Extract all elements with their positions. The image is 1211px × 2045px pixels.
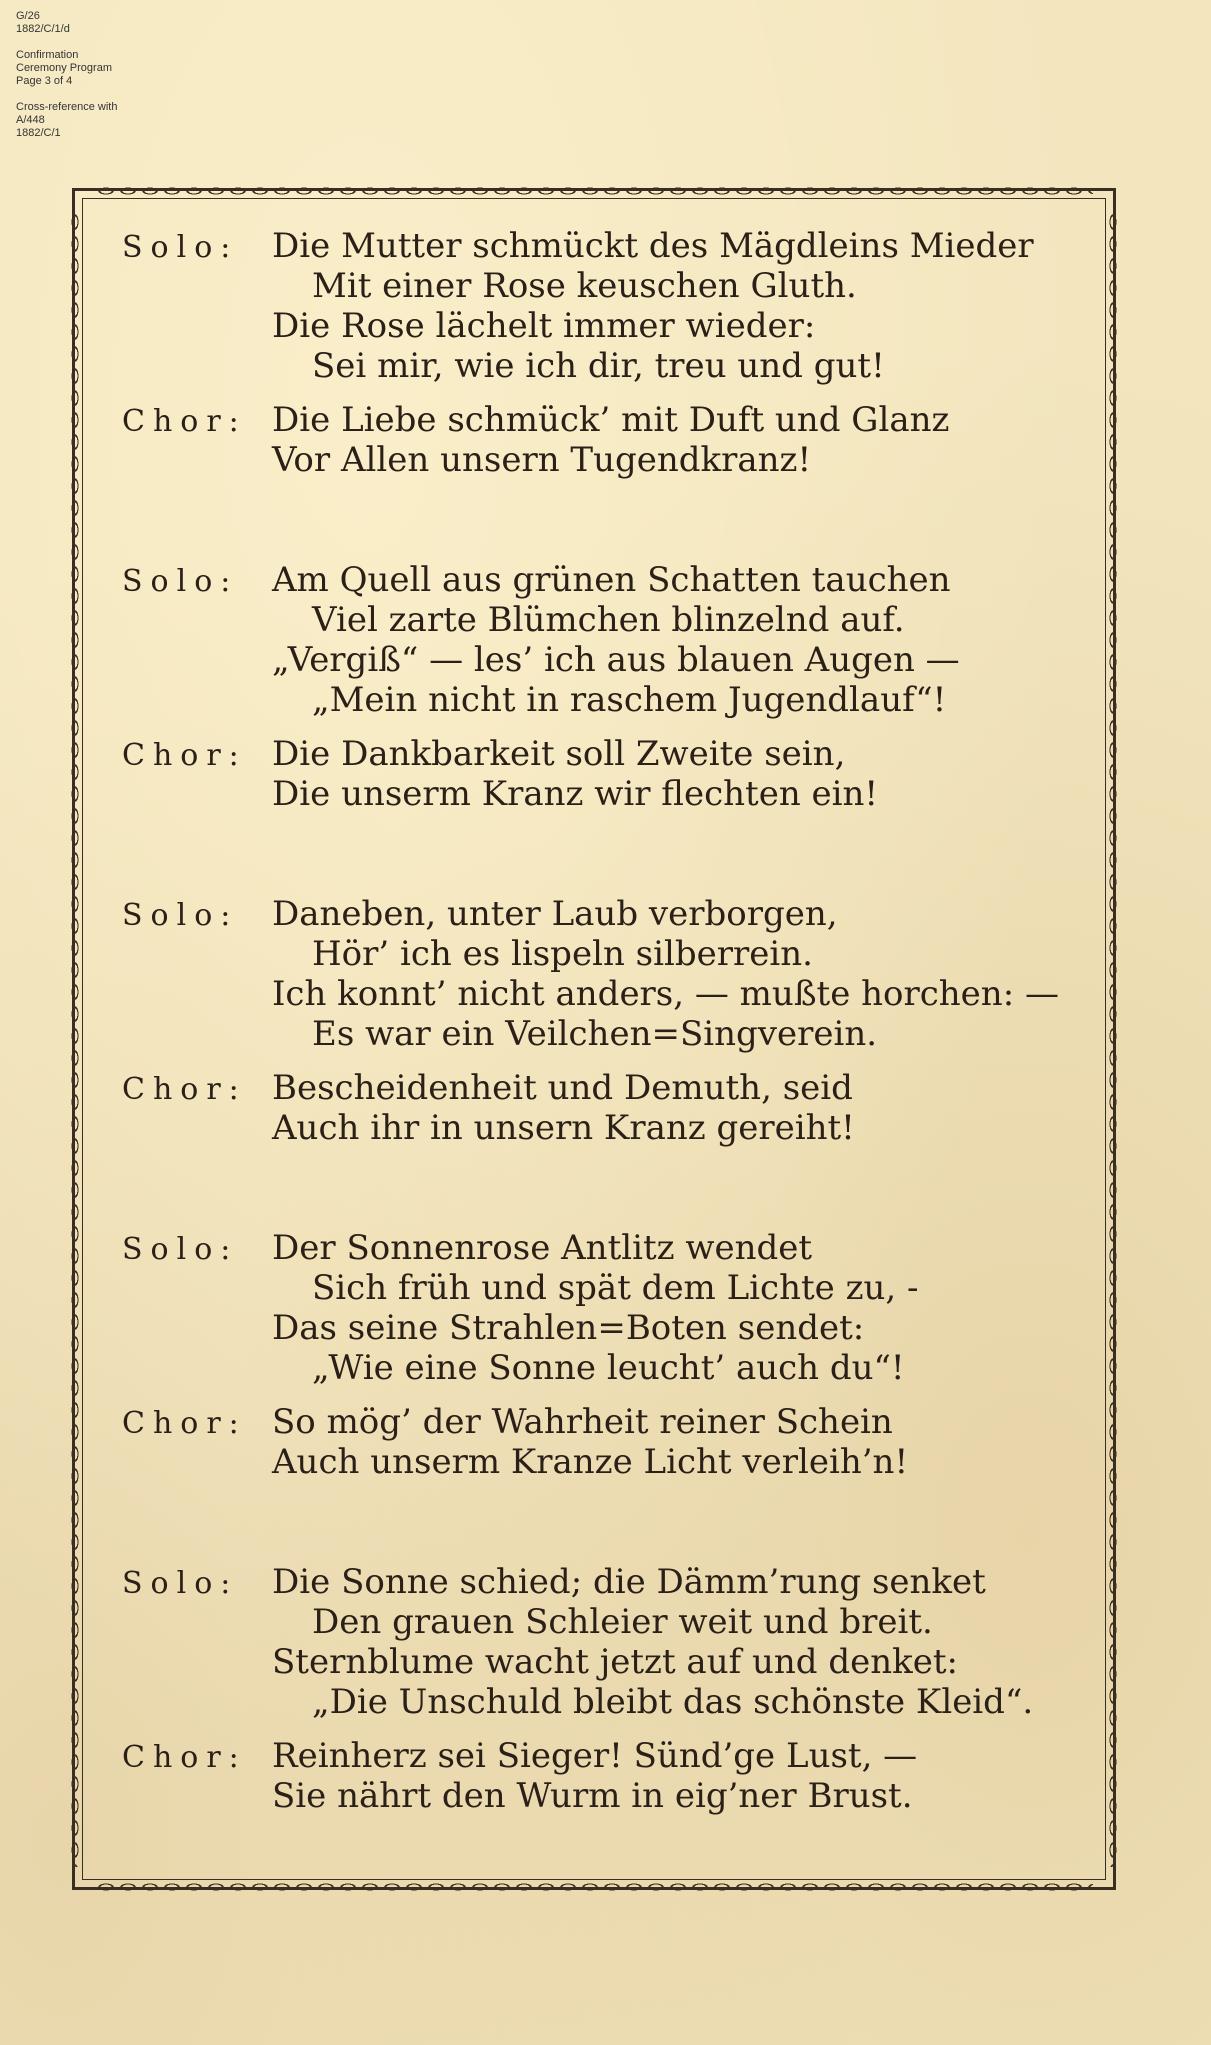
chain-border-right xyxy=(1107,211,1119,1867)
verse-line: Vor Allen unsern Tugendkranz! xyxy=(272,440,812,480)
chain-border-top xyxy=(95,185,1093,197)
verse-line: Die Rose lächelt immer wieder: xyxy=(272,306,816,346)
verse-line: Daneben, unter Laub verborgen, xyxy=(272,894,838,934)
verse-line: Sei mir, wie ich dir, treu und gut! xyxy=(312,346,885,386)
chain-border-bottom xyxy=(95,1881,1093,1893)
solo-stanza xyxy=(122,1228,1062,1388)
solo-stanza xyxy=(122,1562,1062,1722)
archive-reference-note xyxy=(16,10,117,140)
archive-crossref-label: Cross-reference with xyxy=(16,101,118,113)
verse-line: Es war ein Veilchen=Singverein. xyxy=(312,1014,878,1054)
verse-line: Mit einer Rose keuschen Gluth. xyxy=(312,266,857,306)
solo-stanza xyxy=(122,226,1062,386)
verse-line: Die Mutter schmückt des Mägdleins Mieder xyxy=(272,226,1034,266)
speaker-label: Chor: xyxy=(122,738,247,773)
chor-stanza xyxy=(122,1736,1062,1816)
verse-line: Sie nährt den Wurm in eig’ner Brust. xyxy=(272,1776,913,1816)
speaker-label: Solo: xyxy=(122,1232,239,1267)
archive-ref-sub: 1882/C/1/d xyxy=(16,23,70,35)
verse-line: Reinherz sei Sieger! Sünd’ge Lust, — xyxy=(272,1736,918,1776)
verse-line: Bescheidenheit und Demuth, seid xyxy=(272,1068,853,1108)
chor-stanza xyxy=(122,400,1062,480)
verse-line: Den grauen Schleier weit und breit. xyxy=(312,1602,933,1642)
chor-stanza xyxy=(122,1402,1062,1482)
speaker-label: Chor: xyxy=(122,1072,247,1107)
solo-stanza xyxy=(122,560,1062,720)
speaker-label: Solo: xyxy=(122,1566,239,1601)
verse-line: Auch unserm Kranze Licht verleih’n! xyxy=(272,1442,909,1482)
verse-line: Der Sonnenrose Antlitz wendet xyxy=(272,1228,813,1268)
verse-line: Die Liebe schmück’ mit Duft und Glanz xyxy=(272,400,950,440)
verse-line: Das seine Strahlen=Boten sendet: xyxy=(272,1308,865,1348)
speaker-label: Solo: xyxy=(122,898,239,933)
verse-line: „Die Unschuld bleibt das schönste Kleid“. xyxy=(312,1682,1034,1722)
speaker-label: Chor: xyxy=(122,1740,247,1775)
verse-line: Am Quell aus grünen Schatten tauchen xyxy=(272,560,951,600)
speaker-label: Solo: xyxy=(122,230,239,265)
verse-line: Viel zarte Blümchen blinzelnd auf. xyxy=(312,600,905,640)
verse-line: Sternblume wacht jetzt auf und denket: xyxy=(272,1642,958,1682)
archive-crossref-2: 1882/C/1 xyxy=(16,127,61,139)
archive-ref: G/26 xyxy=(16,10,40,22)
verse-line: „Wie eine Sonne leucht’ auch du“! xyxy=(312,1348,905,1388)
verse-line: Die unserm Kranz wir flechten ein! xyxy=(272,774,879,814)
verse-line: Hör’ ich es lispeln silberrein. xyxy=(312,934,813,974)
chor-stanza xyxy=(122,1068,1062,1148)
solo-stanza xyxy=(122,894,1062,1054)
archive-page: Page 3 of 4 xyxy=(16,75,73,87)
chor-stanza xyxy=(122,734,1062,814)
verse-line: Die Dankbarkeit soll Zweite sein, xyxy=(272,734,846,774)
verse-text xyxy=(122,226,1062,1816)
verse-line: Auch ihr in unsern Kranz gereiht! xyxy=(272,1108,855,1148)
chain-border-left xyxy=(69,211,81,1867)
speaker-label: Solo: xyxy=(122,564,239,599)
verse-line: Die Sonne schied; die Dämm’rung senket xyxy=(272,1562,986,1602)
speaker-label: Chor: xyxy=(122,1406,247,1441)
speaker-label: Chor: xyxy=(122,404,247,439)
archive-crossref-1: A/448 xyxy=(16,114,45,126)
verse-line: „Mein nicht in raschem Jugendlauf“! xyxy=(312,680,947,720)
archive-title-line1: Confirmation xyxy=(16,49,79,61)
verse-line: Sich früh und spät dem Lichte zu, - xyxy=(312,1268,919,1308)
verse-line: „Vergiß“ — les’ ich aus blauen Augen — xyxy=(272,640,960,680)
archive-title-line2: Ceremony Program xyxy=(16,62,112,74)
verse-line: So mög’ der Wahrheit reiner Schein xyxy=(272,1402,893,1442)
verse-line: Ich konnt’ nicht anders, — mußte horchen: — xyxy=(272,974,1059,1014)
